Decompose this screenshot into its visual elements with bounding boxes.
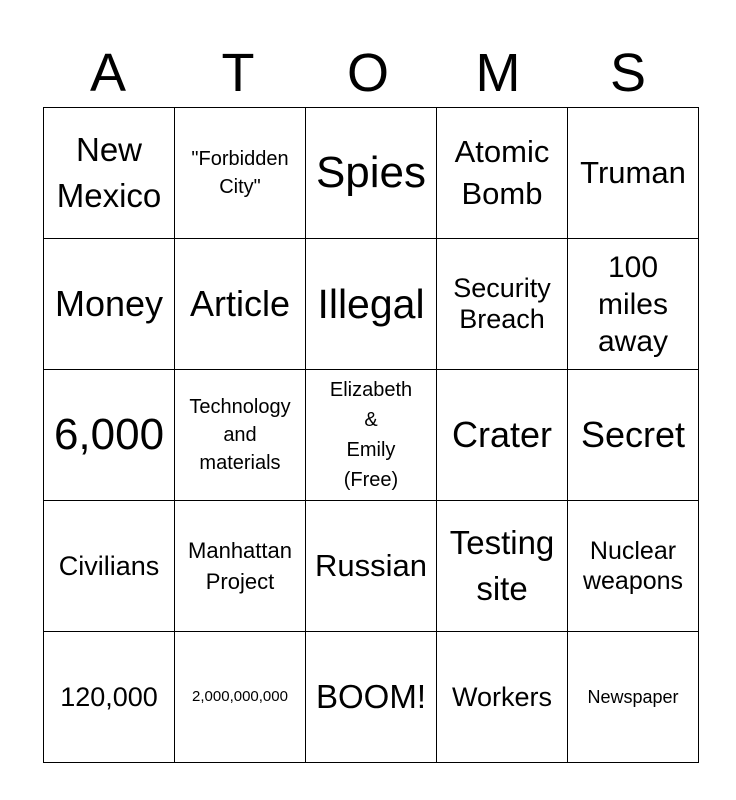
bingo-header (43, 42, 693, 104)
bingo-cell[interactable] (306, 501, 437, 632)
bingo-cell[interactable] (306, 370, 437, 501)
cell-text: 100 miles away (597, 250, 669, 358)
header-letter: M (475, 43, 521, 103)
cell-text: Truman (580, 155, 686, 190)
bingo-cell[interactable] (44, 632, 175, 763)
cell-text: Newspaper (587, 687, 679, 707)
cell-text: "Forbidden City" (191, 148, 289, 198)
header-letter: T (221, 43, 255, 103)
cell-text: Crater (451, 414, 553, 455)
board-row (44, 239, 699, 370)
bingo-cell[interactable] (175, 501, 306, 632)
cell-text: 2,000,000,000 (192, 688, 288, 705)
bingo-cell[interactable] (437, 239, 568, 370)
cell-text: Spies (315, 148, 427, 197)
bingo-cell[interactable] (306, 108, 437, 239)
header-letter: O (346, 43, 389, 103)
bingo-cell[interactable] (568, 108, 699, 239)
cell-text: Nuclear weapons (582, 537, 684, 595)
bingo-cell[interactable] (568, 239, 699, 370)
bingo-cell[interactable] (175, 632, 306, 763)
bingo-cell[interactable] (437, 370, 568, 501)
cell-text: Atomic Bomb (454, 134, 550, 211)
board-row (44, 632, 699, 763)
cell-text: Manhattan Project (188, 538, 292, 594)
header-letter: S (609, 43, 647, 103)
board-row (44, 108, 699, 239)
cell-text: Technology and materials (189, 396, 291, 474)
bingo-cell[interactable] (175, 108, 306, 239)
cell-text: New Mexico (56, 131, 162, 214)
bingo-cell[interactable] (175, 370, 306, 501)
cell-text: Elizabeth & Emily (Free) (329, 379, 413, 491)
bingo-cell[interactable] (568, 501, 699, 632)
bingo-cell[interactable] (437, 108, 568, 239)
bingo-cell[interactable] (437, 501, 568, 632)
cell-text: Secret (580, 414, 686, 455)
cell-text: BOOM! (315, 678, 426, 715)
header-letter: A (89, 43, 127, 103)
cell-text: 120,000 (60, 681, 158, 712)
bingo-cell[interactable] (568, 370, 699, 501)
cell-text: Security Breach (453, 273, 551, 334)
cell-text: Russian (315, 548, 427, 583)
cell-text: Article (189, 283, 291, 324)
bingo-cell[interactable] (306, 632, 437, 763)
bingo-cell[interactable] (44, 239, 175, 370)
board-row (44, 370, 699, 501)
cell-text: Workers (451, 681, 552, 712)
cell-text: Money (54, 283, 164, 324)
bingo-cell[interactable] (44, 370, 175, 501)
cell-text: Illegal (317, 281, 425, 327)
bingo-board (43, 107, 699, 763)
cell-text: Civilians (58, 550, 160, 581)
board-row (44, 501, 699, 632)
bingo-cell[interactable] (44, 501, 175, 632)
bingo-cell[interactable] (568, 632, 699, 763)
cell-text: Testing site (449, 524, 555, 607)
cell-text: 6,000 (53, 410, 165, 459)
bingo-cell[interactable] (175, 239, 306, 370)
bingo-cell[interactable] (44, 108, 175, 239)
bingo-cell[interactable] (437, 632, 568, 763)
bingo-cell[interactable] (306, 239, 437, 370)
